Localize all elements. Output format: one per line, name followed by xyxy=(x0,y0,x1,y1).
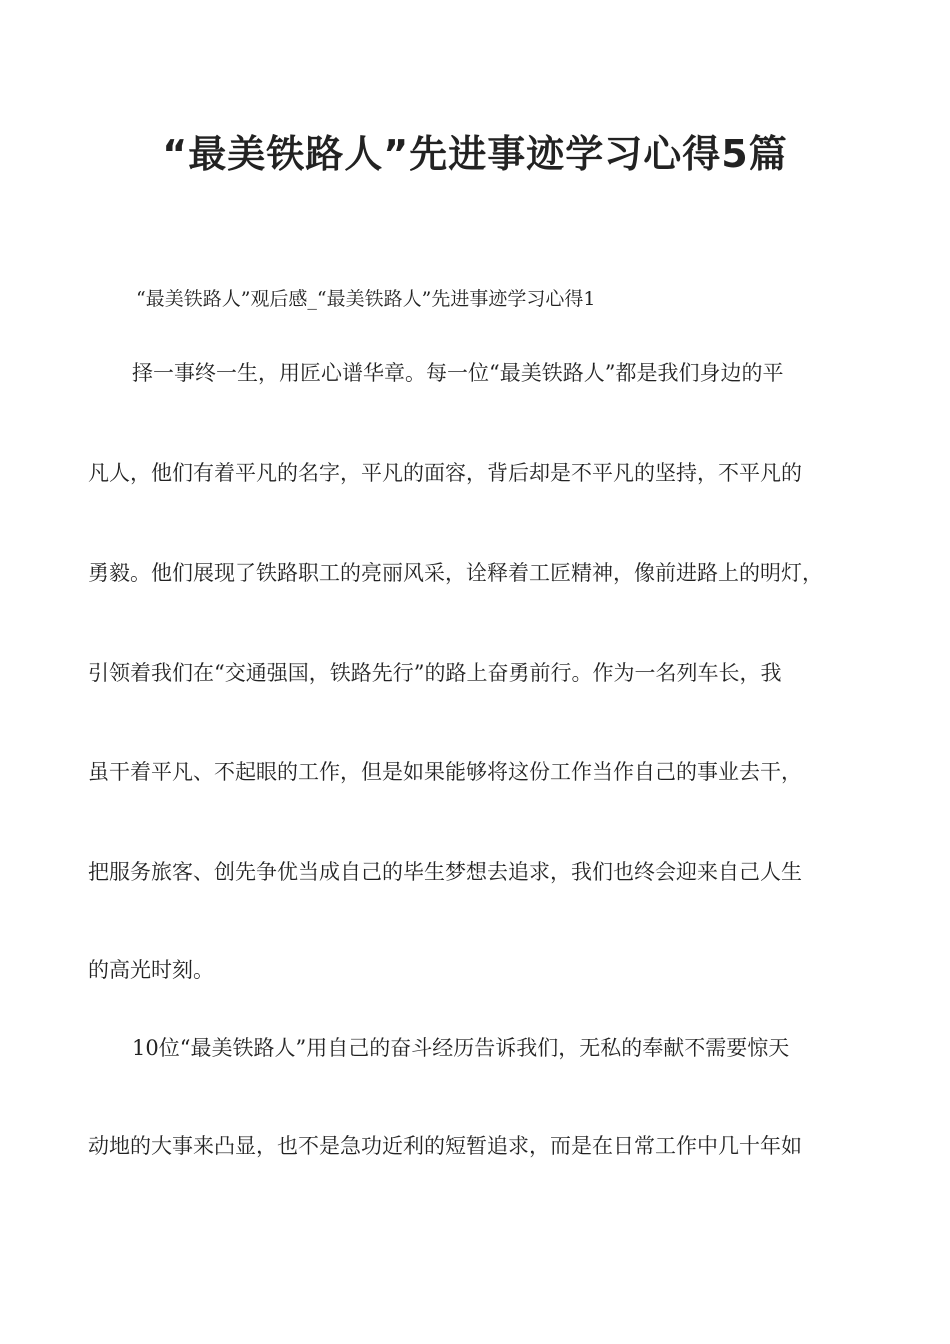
paragraph-1-line: 择一事终一生，用匠心谱华章。每一位“最美铁路人”都是我们身边的平 xyxy=(132,361,784,385)
paragraph-1-line: 把服务旅客、创先争优当成自己的毕生梦想去追求，我们也终会迎来自己人生 xyxy=(88,860,802,884)
paragraph-1-line: 凡人，他们有着平凡的名字，平凡的面容，背后却是不平凡的坚持，不平凡的 xyxy=(88,461,802,485)
paragraph-1-line: 引领着我们在“交通强国，铁路先行”的路上奋勇前行。作为一名列车长，我 xyxy=(88,661,782,685)
paragraph-1-line: 勇毅。他们展现了铁路职工的亮丽风采，诠释着工匠精神，像前进路上的明灯， xyxy=(88,561,823,585)
paragraph-2-line: 动地的大事来凸显，也不是急功近利的短暂追求，而是在日常工作中几十年如 xyxy=(88,1134,802,1158)
section-subtitle: “最美铁路人”观后感_“最美铁路人”先进事迹学习心得1 xyxy=(136,288,596,310)
paragraph-1-line: 的高光时刻。 xyxy=(88,958,214,982)
document-title: “最美铁路人”先进事迹学习心得5篇 xyxy=(162,132,788,176)
paragraph-1-line: 虽干着平凡、不起眼的工作，但是如果能够将这份工作当作自己的事业去干， xyxy=(88,760,802,784)
paragraph-2-line: 10位“最美铁路人”用自己的奋斗经历告诉我们，无私的奉献不需要惊天 xyxy=(132,1036,790,1060)
